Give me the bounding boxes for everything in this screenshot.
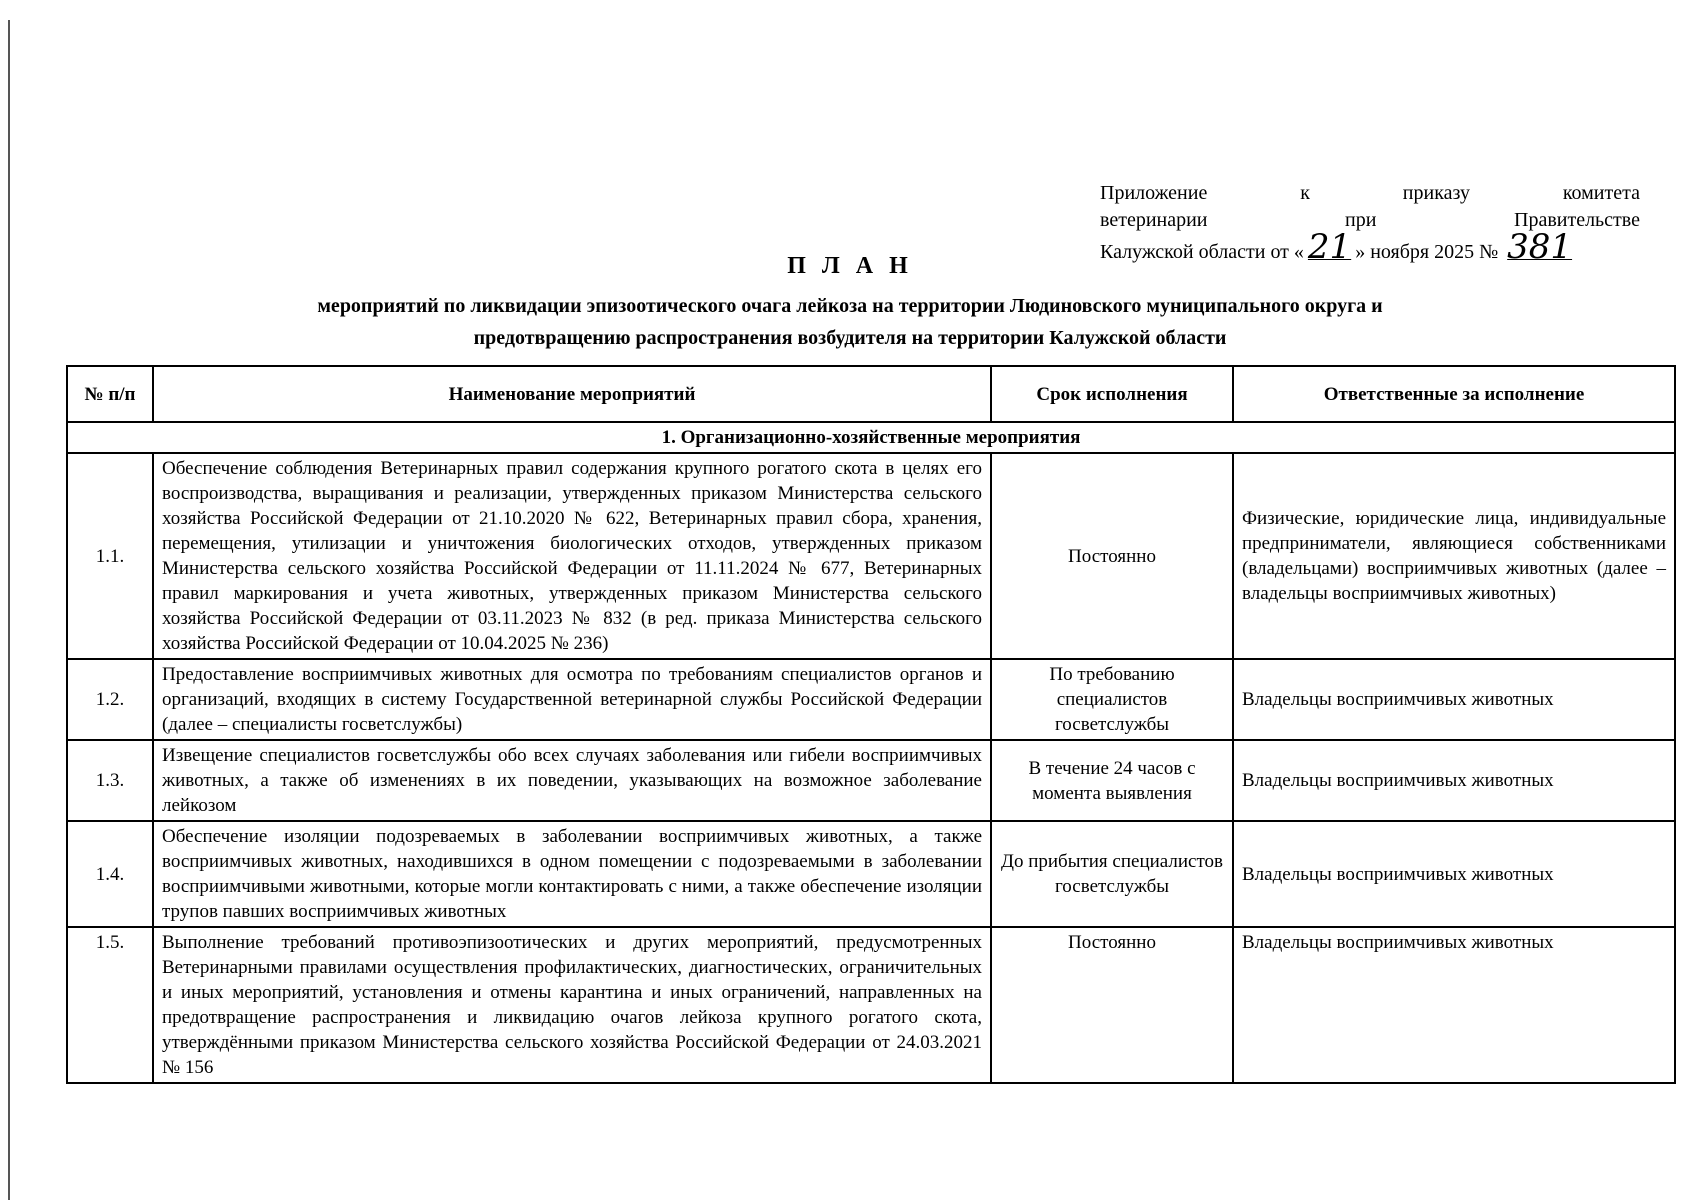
row-name: Обеспечение изоляции подозреваемых в заболевании восприимчивых животных, а также восприимчивых животных, находившихся в одном помещении с подозреваемыми в заболевании восприимчивыми животными, которые могли контактировать с ними, а также обеспечение изоляции трупов павших восприимчивых животных [153, 821, 991, 927]
header-resp: Ответственные за исполнение [1233, 366, 1675, 422]
subtitle-line-2: предотвращению распространения возбудителя на территории Калужской области [473, 327, 1227, 349]
row-term: До прибытия специалистов госветслужбы [991, 821, 1233, 927]
row-name: Извещение специалистов госветслужбы обо всех случаях заболевания или гибели восприимчивых животных, а также об изменениях в их поведении, указывающих на возможное заболевание лейкозом [153, 740, 991, 821]
plan-table [66, 365, 1676, 1084]
row-resp: Владельцы восприимчивых животных [1233, 740, 1675, 821]
row-resp: Владельцы восприимчивых животных [1233, 821, 1675, 927]
row-resp: Физические, юридические лица, индивидуальные предприниматели, являющиеся собственниками (владельцами) восприимчивых животных (далее – владельцы восприимчивых животных) [1233, 453, 1675, 659]
row-num: 1.4. [67, 821, 153, 927]
row-name: Обеспечение соблюдения Ветеринарных правил содержания крупного рогатого скота в целях его воспроизводства, выращивания и реализации, утвержденных приказом Министерства сельского хозяйства Российской Федерации от 21.10.2020 № 622, Ветеринарных правил сбора, хранения, перемещения, утилизации и уничтожения биологических отходов, утвержденных приказом Министерства сельского хозяйства Российской Федерации от 11.11.2024 № 677, Ветеринарных правил маркирования и учета животных, утвержденных приказом Министерства сельского хозяйства Российской Федерации от 03.11.2023 № 832 (в ред. приказа Министерства сельского хозяйства Российской Федерации от 10.04.2025 № 236) [153, 453, 991, 659]
row-num: 1.1. [67, 453, 153, 659]
row-term: В течение 24 часов с момента выявления [991, 740, 1233, 821]
row-name: Выполнение требований противоэпизоотических и других мероприятий, предусмотренных Ветеринарными правилами осуществления профилактических, диагностических, ограничительных и иных мероприятий, установления и отмены карантина и иных ограничений, направленных на предотвращение распространения и ликвидацию очагов лейкоза крупного рогатого скота, утверждёнными приказом Министерства сельского хозяйства Российской Федерации от 24.03.2021 № 156 [153, 927, 991, 1083]
header-num: № п/п [67, 366, 153, 422]
row-term: По требованию специалистов госветслужбы [991, 659, 1233, 740]
header-term: Срок исполнения [991, 366, 1233, 422]
appendix-date-mid: » ноября 2025 № [1355, 241, 1499, 263]
section-title: 1. Организационно-хозяйственные мероприятия [67, 422, 1675, 453]
document-subtitle [210, 290, 1490, 354]
document-title: П Л А Н [787, 253, 913, 279]
handwritten-order-number: 381 [1507, 227, 1573, 267]
row-term: Постоянно [991, 927, 1233, 1083]
section-row [67, 422, 1675, 453]
table-row [67, 453, 1675, 659]
row-num: 1.5. [67, 927, 153, 1083]
table-row [67, 821, 1675, 927]
row-resp: Владельцы восприимчивых животных [1233, 659, 1675, 740]
appendix-date-prefix: Калужской области от « [1100, 241, 1304, 263]
page-left-edge [8, 20, 10, 1200]
appendix-line-2: ветеринарии при Правительстве [1100, 209, 1640, 231]
row-resp: Владельцы восприимчивых животных [1233, 927, 1675, 1083]
header-name: Наименование мероприятий [153, 366, 991, 422]
row-num: 1.2. [67, 659, 153, 740]
appendix-line-1: Приложение к приказу комитета [1100, 182, 1640, 204]
handwritten-day: 21 [1307, 227, 1352, 267]
table-row [67, 659, 1675, 740]
table-row [67, 927, 1675, 1083]
row-name: Предоставление восприимчивых животных для осмотра по требованиям специалистов органов и организаций, входящих в систему Государственной ветеринарной службы Российской Федерации (далее – специалисты госветслужбы) [153, 659, 991, 740]
table-header-row [67, 366, 1675, 422]
row-term: Постоянно [991, 453, 1233, 659]
table-row [67, 740, 1675, 821]
subtitle-line-1: мероприятий по ликвидации эпизоотического очага лейкоза на территории Людиновского муниципального округа и [317, 295, 1383, 317]
row-num: 1.3. [67, 740, 153, 821]
